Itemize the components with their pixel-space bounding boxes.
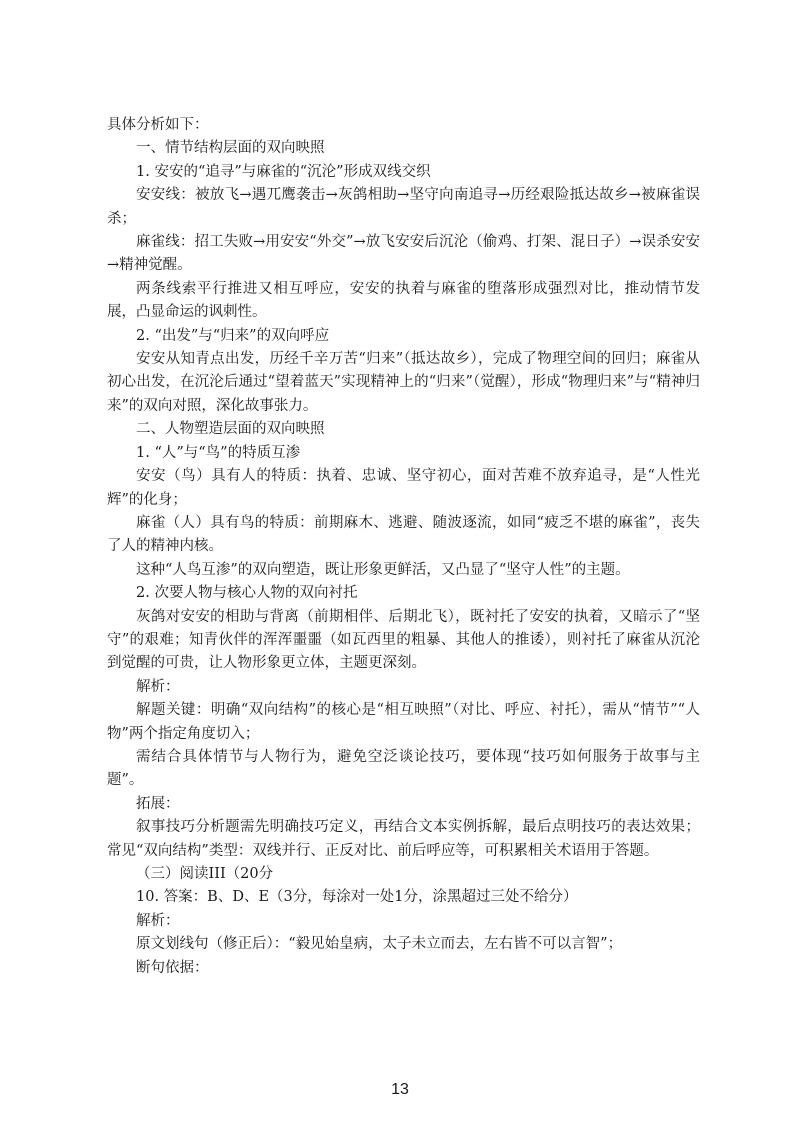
label: 拓展：: [136, 795, 180, 812]
label: 解析：: [136, 912, 180, 929]
page-number: 13: [391, 1081, 409, 1098]
subsection-heading: 2. 次要人物与核心人物的双向衬托: [136, 585, 358, 602]
paragraph: 麻雀（人）具有鸟的特质：前期麻木、逃避、随波逐流，如同“疲乏不堪的麻雀”，丧失了人的精神内核。: [107, 514, 700, 555]
section-heading: 一、情节结构层面的双向映照: [136, 140, 325, 157]
paragraph: 安安线：被放飞→遇兀鹰袭击→灰鸽相助→坚守向南追寻→历经艰险抵达故乡→被麻雀误杀；: [107, 187, 700, 227]
subsection-heading: 1. “人”与“鸟”的特质互渗: [136, 444, 301, 461]
answer-line: 10. 答案：B、D、E（3分，每涂对一处1分，涂黑超过三处不给分）: [136, 889, 578, 906]
paragraph: 麻雀线：招工失败→用安安“外交”→放飞安安后沉沦（偷鸡、打架、混日子）→误杀安安→精神觉醒。: [107, 234, 700, 274]
document-body: [107, 114, 700, 980]
paragraph: 安安（鸟）具有人的特质：执着、忠诚、坚守初心，面对苦难不放弃追寻，是“人性光辉”的化身；: [107, 468, 700, 508]
subsection-heading: 1. 安安的“追寻”与麻雀的“沉沦”形成双线交织: [136, 163, 431, 180]
paragraph: 解题关键：明确“双向结构”的核心是“相互映照”（对比、呼应、衬托），需从“情节”“人物”两个指定角度切入；: [107, 702, 700, 742]
subsection-heading: 2. “出发”与“归来”的双向呼应: [136, 327, 330, 344]
paragraph: 叙事技巧分析题需先明确技巧定义，再结合文本实例拆解，最后点明技巧的表达效果；常见“双向结构”类型：双线并行、正反对比、前后呼应等，可积累相关术语用于答题。: [107, 819, 700, 859]
paragraph: 原文划线句（修正后）：“毅见始皇病，太子未立而去，左右皆不可以言智”；: [136, 936, 623, 953]
section-heading: 二、人物塑造层面的双向映照: [136, 421, 325, 438]
paragraph: 灰鸽对安安的相助与背离（前期相伴、后期北飞），既衬托了安安的执着，又暗示了“坚守”的艰难；知青伙伴的浑浑噩噩（如瓦西里的粗暴、其他人的推诿），则衬托了麻雀从沉沦到觉醒的可贵，让人物形象更立体，主题更深刻。: [107, 608, 700, 672]
label: 断句依据：: [136, 959, 209, 976]
paragraph: 两条线索平行推进又相互呼应，安安的执着与麻雀的堕落形成强烈对比，推动情节发展，凸显命运的讽刺性。: [107, 280, 700, 321]
section-heading: （三）阅读III（20分: [136, 866, 274, 882]
paragraph: 这种“人鸟互渗”的双向塑造，既让形象更鲜活，又凸显了“坚守人性”的主题。: [136, 561, 630, 578]
paragraph: 具体分析如下：: [107, 117, 209, 133]
paragraph: 需结合具体情节与人物行为，避免空泛谈论技巧，要体现“技巧如何服务于故事与主题”。: [107, 748, 700, 789]
paragraph: 安安从知青点出发，历经千辛万苦“归来”（抵达故乡），完成了物理空间的回归；麻雀从初心出发，在沉沦后通过“望着蓝天”实现精神上的“归来”（觉醒），形成“物理归来”与“精神归来”的双向对照，深化故事张力。: [107, 351, 700, 414]
label: 解析：: [136, 678, 180, 695]
